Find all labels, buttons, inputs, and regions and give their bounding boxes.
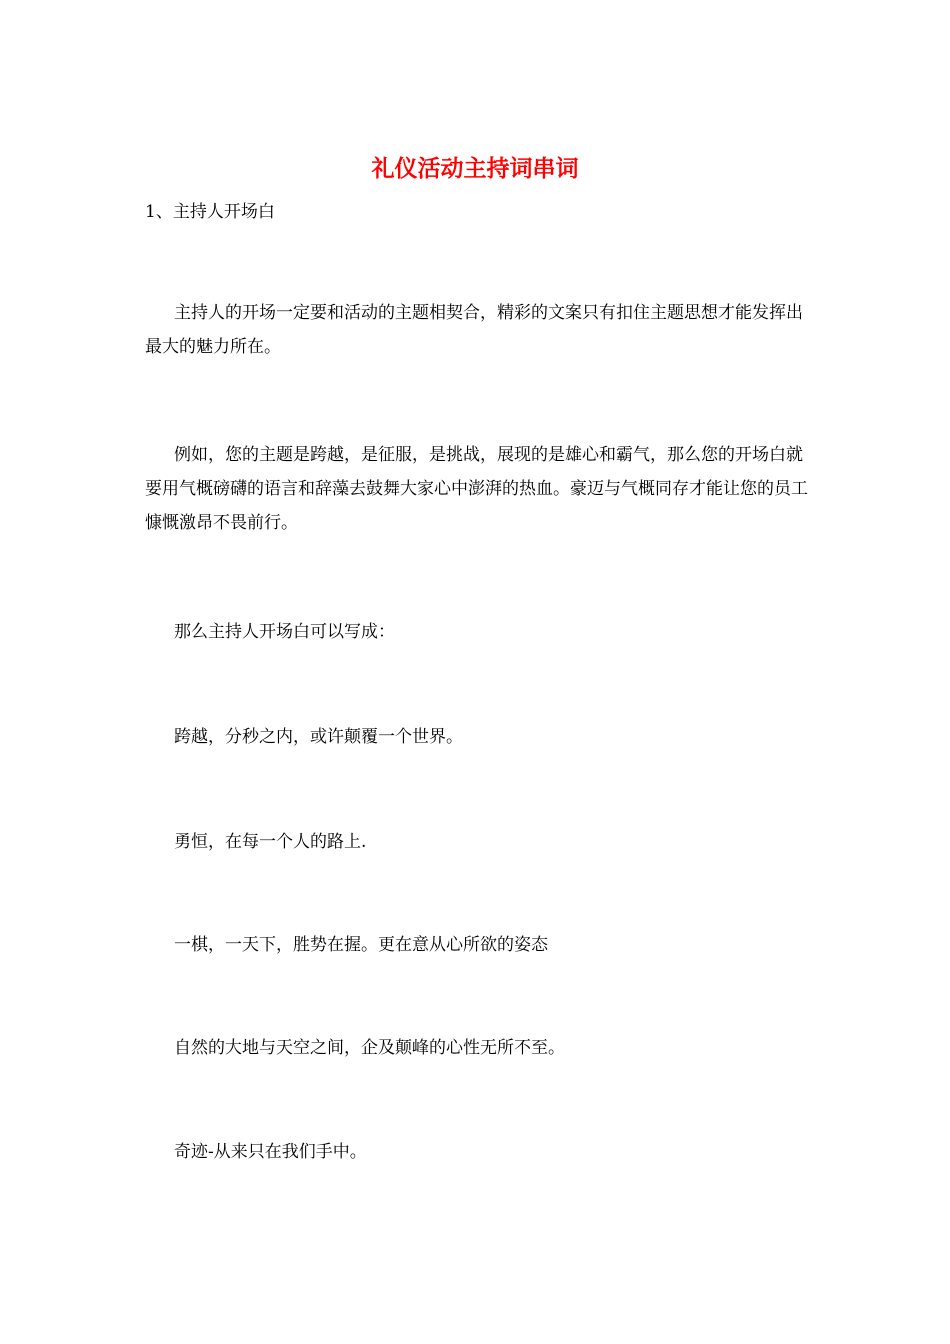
paragraph-line-4: 自然的大地与天空之间，企及颠峰的心性无所不至。	[174, 1038, 565, 1058]
paragraph-line-5: 奇迹-从来只在我们手中。	[174, 1142, 367, 1162]
paragraph-intro: 主持人的开场一定要和活动的主题相契合，精彩的文案只有扣住主题思想才能发挥出最大的魅力所在。	[145, 303, 803, 357]
paragraph-line-2: 勇恒，在每一个人的路上.	[174, 832, 367, 852]
paragraph-line-1: 跨越，分秒之内，或许颠覆一个世界。	[174, 727, 463, 747]
paragraph-lead-in: 那么主持人开场白可以写成：	[174, 622, 395, 642]
document-title: 礼仪活动主持词串词	[371, 155, 579, 182]
section-heading: 1、主持人开场白	[145, 202, 275, 222]
paragraph-line-3: 一棋，一天下，胜势在握。更在意从心所欲的姿态	[174, 935, 548, 955]
paragraph-example: 例如，您的主题是跨越，是征服，是挑战，展现的是雄心和霸气，那么您的开场白就要用气概磅礴的语言和辞藻去鼓舞大家心中澎湃的热血。豪迈与气概同存才能让您的员工慷慨激昂不畏前行。	[145, 445, 808, 533]
